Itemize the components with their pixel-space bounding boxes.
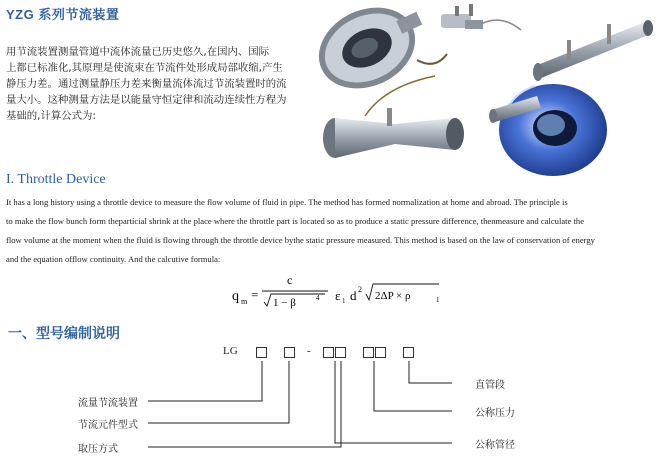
intro-line: 量大小。这种测量方法是以能量守恒定律和流动连续性方程为 <box>6 94 287 106</box>
model-prefix: LG <box>223 345 238 357</box>
formula-epsilon: ε <box>335 288 341 303</box>
body-line: flow volume at the moment when the fluid is flowing through the throttle device bythe static pressure measured. This method is based on the law of conservation of energy <box>6 235 595 245</box>
formula-root: 2ΔP × ρ <box>375 290 411 302</box>
label-nominal-pressure: 公称压力 <box>475 408 515 419</box>
label-tapping-method: 取压方式 <box>78 444 118 455</box>
formula-epsilon-sub: 1 <box>342 297 346 305</box>
label-flow-device: 流量节流装置 <box>78 398 138 409</box>
label-element-type: 节流元件型式 <box>78 420 138 431</box>
body-line: It has a long history using a throttle device to measure the flow volume of fluid in pipe. The method has formed normalization at home and abroad. The principle is <box>6 197 568 207</box>
body-line: and the equation offlow continuity. And the calcutive formula: <box>6 254 221 264</box>
valve-manifold <box>441 4 521 30</box>
intro-line: 上都已标准化,其原理是使流束在节流件处形成局部收缩,产生 <box>6 62 283 74</box>
intro-line: 基础的,计算公式为: <box>6 110 96 122</box>
formula-numerator: c <box>287 273 293 287</box>
formula-denominator: 1 − β <box>273 297 296 309</box>
model-dash: - <box>307 345 311 357</box>
label-straight-pipe: 直管段 <box>475 380 505 391</box>
formula-d: d <box>350 288 357 303</box>
section-heading-model: 一、型号编制说明 <box>8 326 120 342</box>
venturi-tube <box>323 76 464 158</box>
formula-lhs-sub: m <box>241 297 248 306</box>
formula-d-exp: 2 <box>358 285 362 294</box>
formula-lhs: q <box>232 289 239 304</box>
formula-equals: = <box>251 287 259 302</box>
orifice-plate <box>499 84 607 176</box>
section-heading-throttle: I. Throttle Device <box>6 172 106 187</box>
flow-formula <box>232 270 452 316</box>
product-photo <box>305 0 670 180</box>
flange-assembly <box>306 0 447 104</box>
body-line: to make the flow bunch form thepartícial shrink at the place where the throttle part is located so as to produce a static pressure difference, thenmeasure and calculate the <box>6 216 585 226</box>
intro-line: 静压力差。通过测量静压力差来衡量流体流过节流装置时的流 <box>6 78 287 90</box>
long-pipe <box>533 20 653 81</box>
page-title: YZG 系列节流装置 <box>6 7 120 22</box>
formula-root-sub: 1 <box>436 296 440 304</box>
label-nominal-diameter: 公称管径 <box>475 440 515 451</box>
intro-line: 用节流装置测量管道中流体流量已历史悠久,在国内、国际 <box>6 46 270 58</box>
section-body-en <box>6 193 666 269</box>
intro-paragraph-cn <box>6 44 306 124</box>
formula-denominator-exp: 4 <box>316 294 320 302</box>
